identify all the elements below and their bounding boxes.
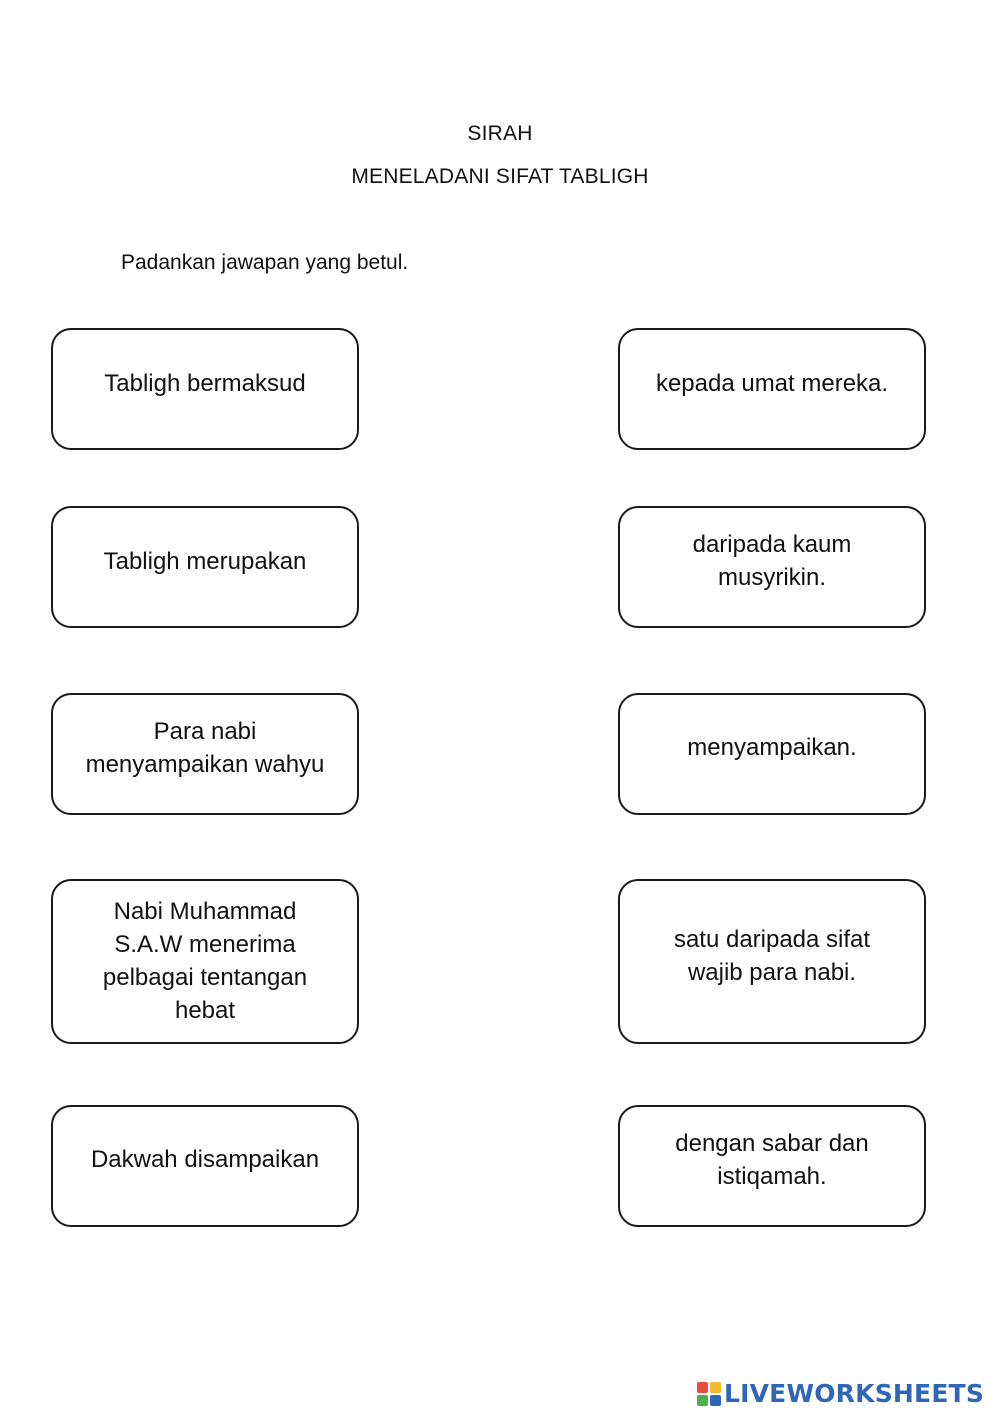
left-box-2[interactable] — [51, 506, 359, 628]
left-box-5[interactable] — [51, 1105, 359, 1227]
right-box-label: daripada kaum musyrikin. — [692, 531, 852, 591]
right-box-4[interactable] — [618, 879, 926, 1044]
logo-square-blue — [710, 1395, 721, 1406]
logo-square-yellow — [710, 1382, 721, 1393]
left-box-label: Dakwah disampaikan — [90, 1146, 320, 1173]
right-box-5[interactable] — [618, 1105, 926, 1227]
right-box-label: dengan sabar dan istiqamah. — [675, 1130, 869, 1190]
liveworksheets-logo-icon — [697, 1382, 721, 1406]
left-box-label: Para nabi menyampaikan wahyu — [85, 718, 325, 778]
right-box-2[interactable] — [618, 506, 926, 628]
left-box-label: Nabi Muhammad S.A.W menerima pelbagai tentangan hebat — [102, 898, 308, 1024]
page-subtitle: MENELADANI SIFAT TABLIGH — [351, 165, 649, 188]
liveworksheets-logo[interactable] — [697, 1377, 984, 1411]
left-box-4[interactable] — [51, 879, 359, 1044]
left-box-1[interactable] — [51, 328, 359, 450]
right-box-1[interactable] — [618, 328, 926, 450]
instruction-text: Padankan jawapan yang betul. — [121, 251, 409, 274]
right-box-label: satu daripada sifat wajib para nabi. — [673, 926, 871, 986]
left-box-3[interactable] — [51, 693, 359, 815]
logo-square-red — [697, 1382, 708, 1393]
page-title: SIRAH — [467, 122, 533, 145]
logo-square-green — [697, 1395, 708, 1406]
right-box-3[interactable] — [618, 693, 926, 815]
left-box-label: Tabligh merupakan — [103, 548, 307, 575]
brand-name: LIVEWORKSHEETS — [724, 1379, 985, 1408]
left-box-label: Tabligh bermaksud — [104, 370, 306, 397]
right-box-label: kepada umat mereka. — [655, 370, 889, 397]
right-box-label: menyampaikan. — [687, 734, 857, 761]
